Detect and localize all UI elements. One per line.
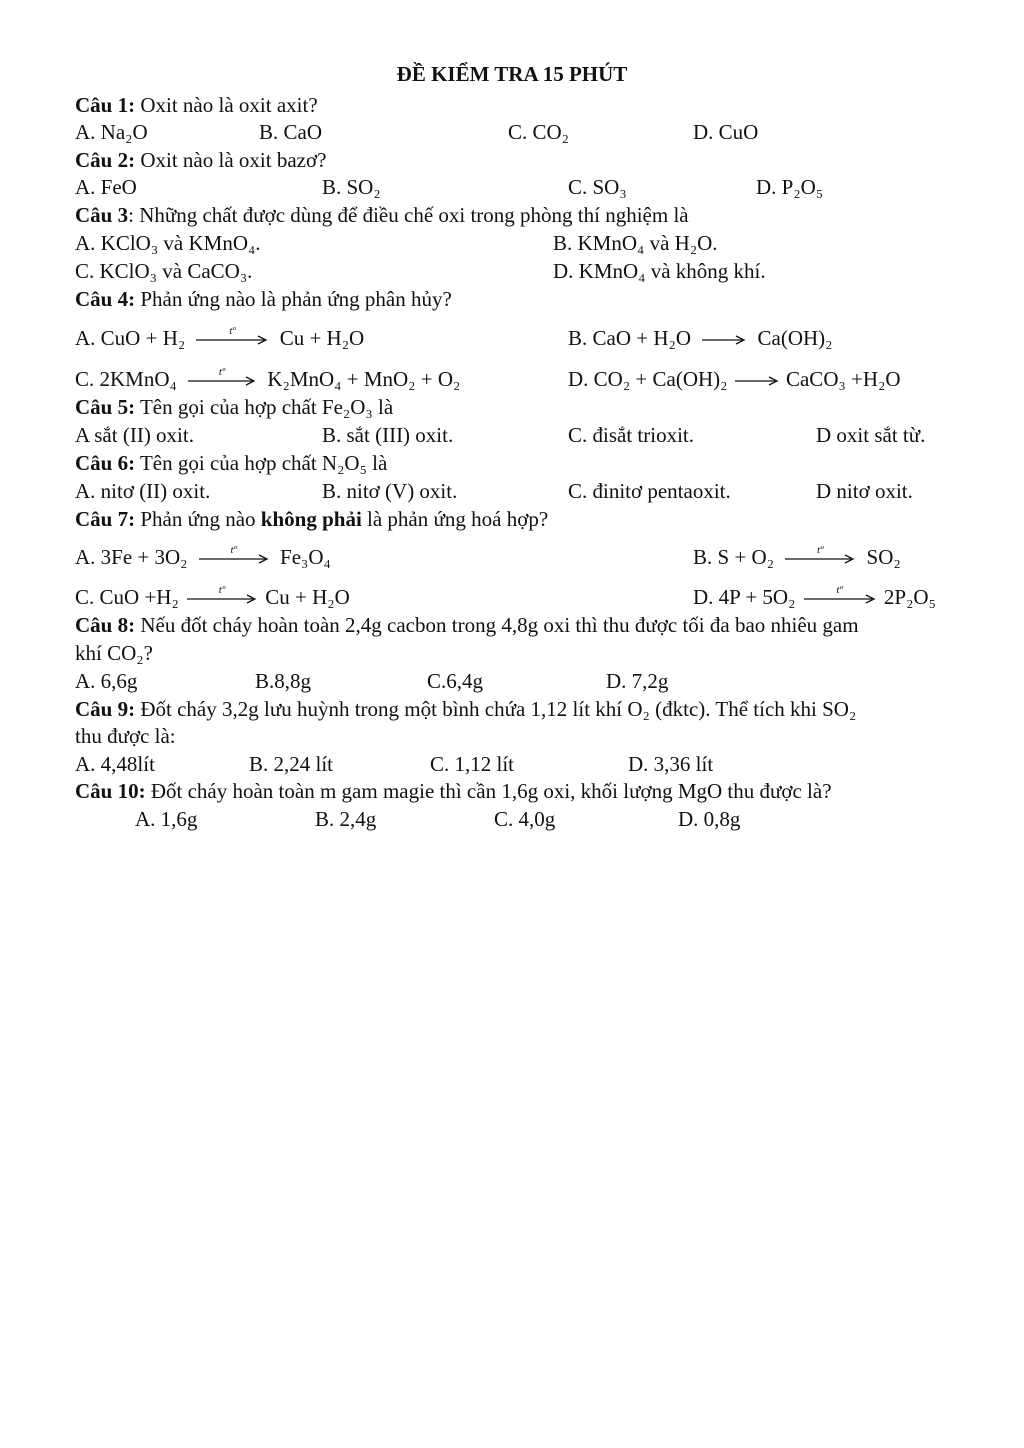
q6-option-c: C. đinitơ pentaoxit. xyxy=(568,479,731,503)
q10-option-b: B. 2,4g xyxy=(315,807,377,831)
q5-option-c: C. đisắt trioxit. xyxy=(568,423,694,447)
q4-option-a: A. CuO + H₂ tº Cu + H₂O xyxy=(75,325,365,350)
q1-option-b: B. CaO xyxy=(259,120,322,144)
q10-option-d: D. 0,8g xyxy=(678,807,741,831)
q2-option-a: A. FeO xyxy=(75,175,137,199)
heat-arrow-icon: tº xyxy=(196,335,268,345)
question-6: Câu 6: Tên gọi của hợp chất N₂O₅ là xyxy=(75,451,388,475)
q6-option-b: B. nitơ (V) oxit. xyxy=(322,479,458,503)
q10-option-c: C. 4,0g xyxy=(494,807,556,831)
q7-option-a: A. 3Fe + 3O₂ tº Fe₃O₄ xyxy=(75,544,331,569)
question-9-continued: thu được là: xyxy=(75,724,176,748)
heat-arrow-icon: tº xyxy=(785,554,855,564)
arrow-icon xyxy=(735,376,779,386)
q9-option-c: C. 1,12 lít xyxy=(430,752,515,776)
q2-option-b: B. SO₂ xyxy=(322,175,381,199)
q3-option-d: D. KMnO₄ và không khí. xyxy=(553,259,766,283)
q2-option-d: D. P₂O₅ xyxy=(756,175,824,199)
question-5: Câu 5: Tên gọi của hợp chất Fe₂O₃ là xyxy=(75,395,394,419)
q5-option-b: B. sắt (III) oxit. xyxy=(322,423,454,447)
q1-option-c: C. CO₂ xyxy=(508,120,570,144)
question-4: Câu 4: Phản ứng nào là phản ứng phân hủy? xyxy=(75,287,452,311)
q7-option-c: C. CuO +H₂ tº Cu + H₂O xyxy=(75,584,350,609)
heat-arrow-icon: tº xyxy=(804,594,876,604)
question-8-continued: khí CO₂? xyxy=(75,641,153,665)
q3-option-c: C. KClO₃ và CaCO₃. xyxy=(75,259,253,283)
q6-option-a: A. nitơ (II) oxit. xyxy=(75,479,211,503)
q8-option-b: B.8,8g xyxy=(255,669,312,693)
q2-option-c: C. SO₃ xyxy=(568,175,627,199)
q7-option-b: B. S + O₂ tº SO₂ xyxy=(693,544,901,569)
question-7: Câu 7: Phản ứng nào không phải là phản ứng hoá hợp? xyxy=(75,507,549,531)
q5-option-a: A sắt (II) oxit. xyxy=(75,423,194,447)
q7-option-d: D. 4P + 5O₂ tº 2P₂O₅ xyxy=(693,584,936,609)
q1-option-d: D. CuO xyxy=(693,120,759,144)
question-8: Câu 8: Nếu đốt cháy hoàn toàn 2,4g cacbon trong 4,8g oxi thì thu được tối đa bao nhiêu gam xyxy=(75,613,859,637)
q10-option-a: A. 1,6g xyxy=(135,807,198,831)
q8-option-d: D. 7,2g xyxy=(606,669,669,693)
q3-option-b: B. KMnO₄ và H₂O. xyxy=(553,231,718,255)
question-9: Câu 9: Đốt cháy 3,2g lưu huỳnh trong một bình chứa 1,12 lít khí O₂ (đktc). Thể tích khi SO₂ xyxy=(75,697,857,721)
arrow-icon xyxy=(702,335,746,345)
q4-option-b: B. CaO + H₂O Ca(OH)₂ xyxy=(568,326,833,350)
q9-option-b: B. 2,24 lít xyxy=(249,752,334,776)
q4-option-d: D. CO₂ + Ca(OH)₂ CaCO₃ +H₂O xyxy=(568,367,901,391)
question-2: Câu 2: Oxit nào là oxit bazơ? xyxy=(75,148,327,172)
question-3: Câu 3: Những chất được dùng để điều chế oxi trong phòng thí nghiệm là xyxy=(75,203,689,227)
question-1: Câu 1: Oxit nào là oxit axit? xyxy=(75,93,318,117)
q8-option-a: A. 6,6g xyxy=(75,669,138,693)
q6-option-d: D nitơ oxit. xyxy=(816,479,913,503)
q8-option-c: C.6,4g xyxy=(427,669,484,693)
q3-option-a: A. KClO₃ và KMnO₄. xyxy=(75,231,261,255)
heat-arrow-icon: tº xyxy=(188,376,256,386)
exam-title: ĐỀ KIỂM TRA 15 PHÚT xyxy=(396,62,628,86)
q9-option-a: A. 4,48lít xyxy=(75,752,155,776)
q1-option-a: A. Na₂O xyxy=(75,120,148,144)
heat-arrow-icon: tº xyxy=(187,594,257,604)
q4-option-c: C. 2KMnO₄ tº K₂MnO₄ + MnO₂ + O₂ xyxy=(75,366,461,391)
q9-option-d: D. 3,36 lít xyxy=(628,752,714,776)
question-10: Câu 10: Đốt cháy hoàn toàn m gam magie thì cần 1,6g oxi, khối lượng MgO thu được là? xyxy=(75,779,832,803)
heat-arrow-icon: tº xyxy=(199,554,269,564)
q5-option-d: D oxit sắt từ. xyxy=(816,423,926,447)
